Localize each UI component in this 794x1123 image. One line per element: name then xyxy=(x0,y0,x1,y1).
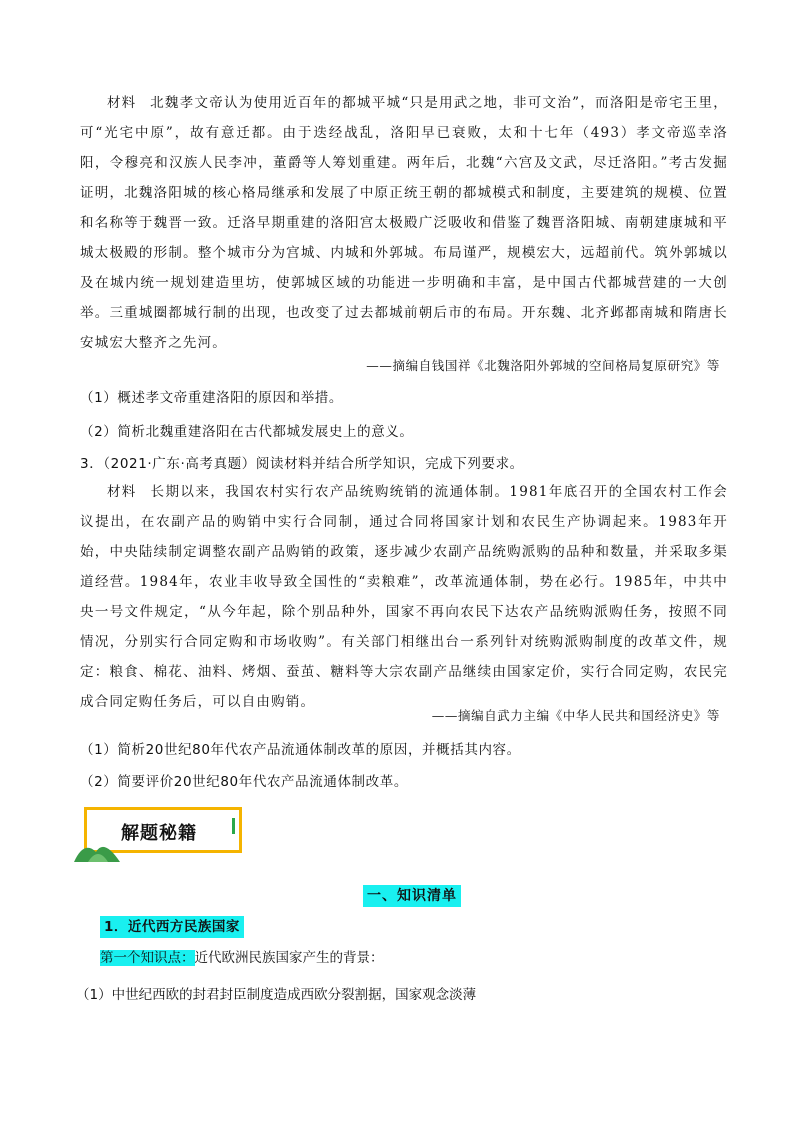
q2-material-text: 北魏孝文帝认为使用近百年的都城平城“只是用武之地，非可文治”，而洛阳是帝宅王里，可“光宅中原”，故有意迁都。由于迭经战乱，洛阳早已衰败，太和十七年（493）孝文帝巡幸洛阳，令穆亮和汉族人民李冲，董爵等人筹划重建。两年后，北魏“六宫及文武，尽迁洛阳。”考古发掘证明，北魏洛阳城的核心格局继承和发展了中原正统王朝的都城模式和制度，主要建筑的规模、位置和名称等于魏晋一致。迁洛早期重建的洛阳宫太极殿广泛吸收和借鉴了魏晋洛阳城、南朝建康城和平城太极殿的形制。整个城市分为宫城、内城和外郭城。布局谨严，规模宏大，远超前代。筑外郭城以及在城内统一规划建造里坊，使郭城区域的功能进一步明确和丰富，是中国古代都城营建的一大创举。三重城圈都城行制的出现，也改变了过去都城前朝后市的布局。开东魏、北齐邺都南城和隋唐长安城宏大整齐之先河。 xyxy=(80,95,728,351)
material-label: 材料 xyxy=(107,484,137,500)
knowledge-point-label: 第一个知识点： xyxy=(100,950,195,966)
knowledge-point-text: 近代欧洲民族国家产生的背景： xyxy=(194,950,384,966)
material-label: 材料 xyxy=(107,95,137,111)
q2-subquestion-2: （2）简析北魏重建洛阳在古代都城发展史上的意义。 xyxy=(80,424,414,440)
section-heading: 一、知识清单 xyxy=(363,885,461,907)
q2-material-paragraph xyxy=(80,88,728,358)
q3-subquestion-2: （2）简要评价20世纪80年代农产品流通体制改革。 xyxy=(80,774,408,790)
title-accent-mark xyxy=(232,818,235,834)
q2-source-citation: ——摘编自钱国祥《北魏洛阳外郭城的空间格局复原研究》等 xyxy=(366,358,720,373)
secrets-title: 解题秘籍 xyxy=(121,823,197,844)
q3-subquestion-1: （1）简析20世纪80年代农产品流通体制改革的原因，并概括其内容。 xyxy=(80,742,521,758)
q3-material-paragraph xyxy=(80,477,728,717)
q3-material-text: 长期以来，我国农村实行农产品统购统销的流通体制。1981年底召开的全国农村工作会议提出，在农副产品的购销中实行合同制，通过合同将国家计划和农民生产协调起来。1983年开始，中央陆续制定调整农副产品购销的政策，逐步减少农副产品统购派购的品种和数量，并采取多渠道经营。1984年，农业丰收导致全国性的“卖粮难”，改革流通体制，势在必行。1985年，中共中央一号文件规定，“从今年起，除个别品种外，国家不再向农民下达农产品统购派购任务，按照不同情况，分别实行合同定购和市场收购”。有关部门相继出台一系列针对统购派购制度的改革文件，规定：粮食、棉花、油料、烤烟、蚕茧、糖料等大宗农副产品继续由国家定价，实行合同定购，农民完成合同定购任务后，可以自由购销。 xyxy=(80,484,729,710)
hills-icon xyxy=(74,838,120,862)
background-item-1: （1）中世纪西欧的封君封臣制度造成西欧分裂割据，国家观念淡薄 xyxy=(76,987,477,1003)
q3-source-citation: ——摘编自武力主编《中华人民共和国经济史》等 xyxy=(431,708,720,723)
knowledge-point-line xyxy=(100,947,384,969)
subsection-heading: 1．近代西方民族国家 xyxy=(100,916,244,938)
q2-subquestion-1: （1）概述孝文帝重建洛阳的原因和举措。 xyxy=(80,390,343,406)
q3-header: 3．（2021·广东·高考真题）阅读材料并结合所学知识，完成下列要求。 xyxy=(80,456,524,472)
